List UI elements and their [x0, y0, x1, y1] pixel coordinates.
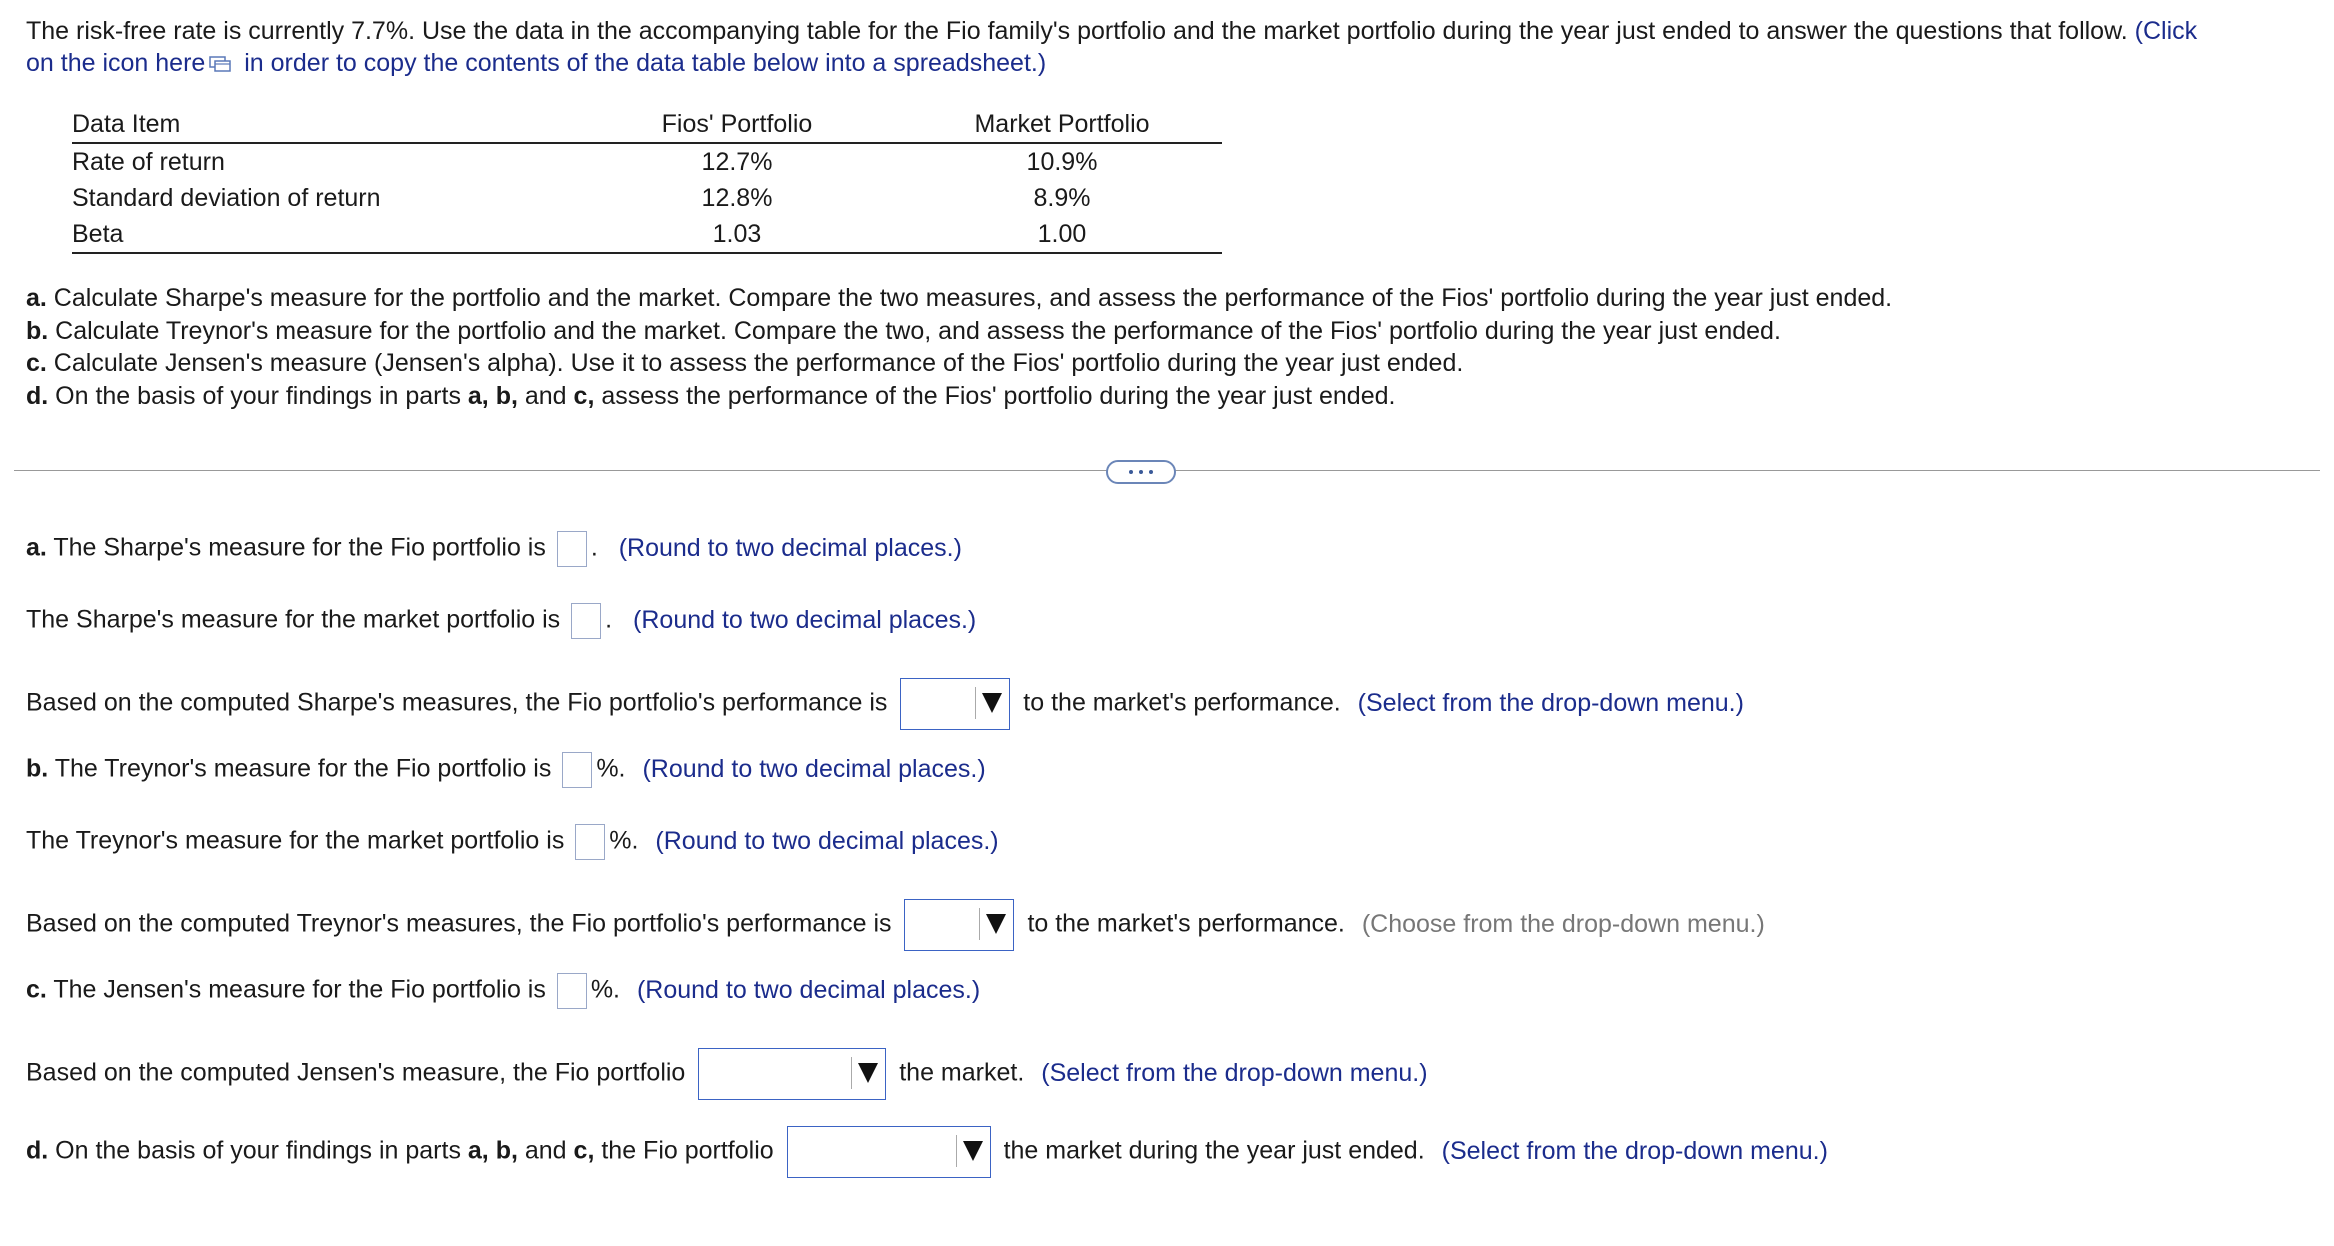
dropdown-arrow-icon[interactable] — [855, 1057, 881, 1089]
dropdown-arrow-icon[interactable] — [979, 687, 1005, 719]
answer-b2-line: The Treynor's measure for the market portfolio is %. (Round to two decimal places.) — [26, 824, 999, 860]
question-a: a. Calculate Sharpe's measure for the portfolio and the market. Compare the two measures, and assess the performance of the Fios' portfolio during the year just ended. — [26, 284, 1893, 312]
sharpe-performance-dropdown[interactable] — [900, 678, 1010, 730]
treynor-performance-dropdown[interactable] — [904, 899, 1014, 951]
col-header: Market Portfolio — [902, 106, 1222, 143]
more-options-button[interactable] — [1106, 460, 1176, 484]
dot-icon — [1149, 470, 1153, 474]
col-header: Data Item — [72, 106, 572, 143]
answer-c1-line: c. The Jensen's measure for the Fio portfolio is %. (Round to two decimal places.) — [26, 973, 980, 1009]
table-cell: 10.9% — [1026, 147, 1098, 176]
question-d: d. On the basis of your findings in parts a, b, and c, assess the performance of the Fios' portfolio during the year just ended. — [26, 382, 1396, 410]
answer-d1-line: d. On the basis of your findings in parts a, b, and c, the Fio portfolio the market during the year just ended. (Select from the drop-down menu.) — [26, 1126, 1828, 1178]
table-cell: 12.8% — [701, 183, 773, 212]
table-row — [72, 143, 1222, 180]
table-cell: Standard deviation of return — [72, 183, 381, 212]
treynor-market-input[interactable] — [575, 824, 605, 860]
jensen-fio-input[interactable] — [557, 973, 587, 1009]
question-b: b. Calculate Treynor's measure for the portfolio and the market. Compare the two, and assess the performance of the Fios' portfolio during the year just ended. — [26, 317, 1781, 345]
copy-link-text[interactable]: on the icon here — [26, 49, 206, 77]
intro-line-2 — [26, 48, 1046, 79]
dropdown-arrow-icon[interactable] — [960, 1135, 986, 1167]
sharpe-fio-input[interactable] — [557, 531, 587, 567]
table-cell: Rate of return — [72, 147, 225, 176]
copy-spreadsheet-icon[interactable] — [209, 49, 231, 65]
dot-icon — [1139, 470, 1143, 474]
sharpe-market-input[interactable] — [571, 603, 601, 639]
answer-a2-line: The Sharpe's measure for the market portfolio is . (Round to two decimal places.) — [26, 603, 976, 639]
table-cell: 1.03 — [572, 216, 902, 253]
dot-icon — [1129, 470, 1133, 474]
table-cell: Beta — [72, 216, 572, 253]
answer-b1-line: b. The Treynor's measure for the Fio portfolio is %. (Round to two decimal places.) — [26, 752, 986, 788]
data-table — [72, 106, 1222, 254]
answer-b3-line: Based on the computed Treynor's measures, the Fio portfolio's performance is to the market's performance. (Choose from the drop-down menu.) — [26, 899, 1765, 951]
table-cell: 12.7% — [701, 147, 773, 176]
table-row — [72, 180, 1222, 216]
table-cell: 8.9% — [1033, 183, 1091, 212]
table-cell: 1.00 — [902, 216, 1222, 253]
jensen-performance-dropdown[interactable] — [698, 1048, 886, 1100]
click-link[interactable]: (Click — [2134, 17, 2198, 45]
dropdown-arrow-icon[interactable] — [983, 908, 1009, 940]
overall-performance-dropdown[interactable] — [787, 1126, 991, 1178]
answer-a3-line: Based on the computed Sharpe's measures, the Fio portfolio's performance is to the market's performance. (Select from the drop-down menu.) — [26, 678, 1744, 730]
answer-a1-line: a. The Sharpe's measure for the Fio portfolio is . (Round to two decimal places.) — [26, 531, 962, 567]
intro-line-1: The risk-free rate is currently 7.7%. Use the data in the accompanying table for the Fio family's portfolio and the market portfolio during the year just ended to answer the questions that follow. (Click — [26, 17, 2198, 45]
table-header-row — [72, 106, 1222, 143]
treynor-fio-input[interactable] — [562, 752, 592, 788]
copy-link-text-2[interactable]: in order to copy the contents of the data table below into a spreadsheet.) — [244, 49, 1047, 77]
table-row — [72, 216, 1222, 253]
col-header: Fios' Portfolio — [572, 106, 902, 143]
answer-c2-line: Based on the computed Jensen's measure, the Fio portfolio the market. (Select from the drop-down menu.) — [26, 1048, 1428, 1100]
question-c: c. Calculate Jensen's measure (Jensen's alpha). Use it to assess the performance of the Fios' portfolio during the year just ended. — [26, 349, 1464, 377]
